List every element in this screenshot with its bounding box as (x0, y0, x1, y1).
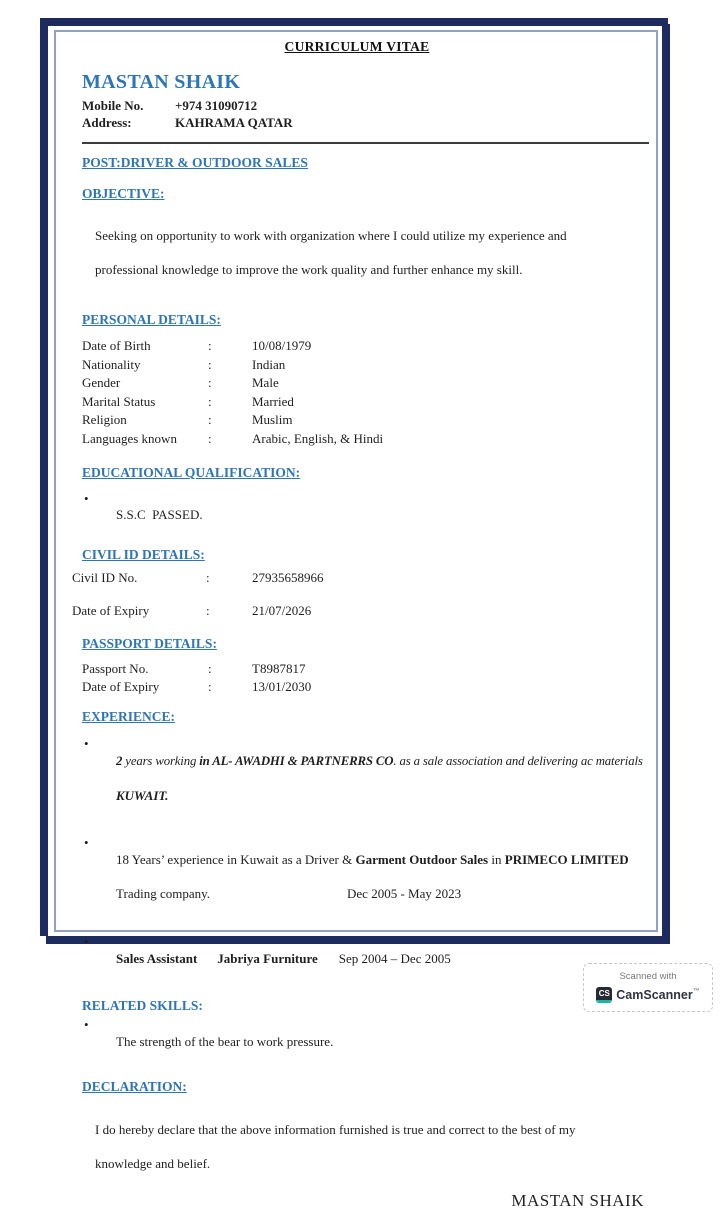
row-colon: : (208, 393, 212, 409)
objective-text (82, 210, 652, 295)
objective-line-2: professional knowledge to improve the work quality and further enhance my skill. (95, 262, 523, 277)
declaration-line-1: I do hereby declare that the above information furnished is true and correct to the best of my (95, 1122, 576, 1137)
exp1-years: 2 (116, 754, 123, 768)
row-colon: : (208, 412, 212, 427)
row-colon: : (208, 678, 212, 694)
address-value: KAHRAMA QATAR (175, 115, 293, 130)
exp1-company: in AL- AWADHI & PARTNERRS CO (199, 754, 394, 768)
education-heading: EDUCATIONAL QUALIFICATION: (82, 465, 301, 480)
table-row (72, 603, 652, 619)
candidate-name: MASTAN SHAIK (82, 71, 241, 93)
table-row (82, 393, 652, 412)
row-colon: : (208, 338, 212, 353)
row-value: 10/08/1979 (252, 338, 312, 353)
row-label: Religion (82, 412, 127, 427)
row-label: Date of Expiry (72, 603, 150, 618)
personal-details-heading: PERSONAL DETAILS: (82, 312, 221, 327)
experience-item-1-line-1 (116, 754, 643, 768)
row-label: Date of Birth (82, 338, 151, 353)
bullet-icon: • (84, 1017, 89, 1032)
skill-item-text: The strength of the bear to work pressure. (116, 1034, 334, 1049)
objective-heading: OBJECTIVE: (82, 186, 165, 201)
row-value: Married (252, 393, 294, 409)
scanned-with-label: Scanned with (619, 971, 677, 982)
row-value: Arabic, English, & Hindi (252, 430, 384, 446)
row-value: Indian (252, 356, 286, 372)
signature-name: MASTAN SHAIK (511, 1191, 644, 1210)
row-label: Gender (82, 375, 121, 390)
camscanner-brand-name (616, 988, 699, 1002)
table-row (82, 374, 652, 393)
education-item-text: S.S.C PASSED. (116, 507, 203, 522)
row-value: 21/07/2026 (252, 603, 312, 618)
row-value: Muslim (252, 412, 293, 427)
border-band-left (40, 18, 48, 936)
objective-line-1: Seeking on opportunity to work with organization where I could utilize my experience and (95, 228, 567, 243)
passport-table (82, 660, 652, 695)
exp3-role: Sales Assistant (116, 951, 198, 966)
row-label: Date of Expiry (82, 678, 160, 694)
passport-heading: PASSPORT DETAILS: (82, 636, 217, 651)
row-colon: : (208, 375, 212, 390)
related-skills-heading: RELATED SKILLS: (82, 998, 203, 1013)
exp2-company: PRIMECO LIMITED (504, 852, 629, 867)
experience-item-2 (82, 834, 652, 919)
table-row (82, 678, 652, 696)
exp2-seg1: 18 Years’ experience in Kuwait as a Driver & (116, 852, 356, 867)
header-divider (82, 142, 649, 144)
cv-document (62, 32, 652, 1211)
row-colon: : (206, 570, 210, 585)
experience-item-1 (82, 735, 652, 821)
document-title: CURRICULUM VITAE (284, 39, 430, 54)
row-value: T8987817 (252, 661, 306, 676)
row-value: 13/01/2030 (252, 678, 312, 694)
row-colon: : (208, 430, 212, 446)
exp1-location: KUWAIT. (116, 788, 169, 803)
declaration-line-2: knowledge and belief. (95, 1156, 211, 1171)
brand-text: CamScanner (616, 988, 693, 1002)
civil-id-heading: CIVIL ID DETAILS: (82, 547, 205, 562)
bullet-icon: • (84, 491, 89, 506)
row-label: Civil ID No. (72, 570, 138, 585)
mobile-value: +974 31090712 (175, 98, 258, 113)
row-value: Male (252, 375, 279, 390)
table-row (82, 337, 652, 356)
table-row (82, 411, 652, 430)
bullet-icon: • (84, 835, 89, 850)
exp2-dates: Dec 2005 - May 2023 (347, 886, 462, 901)
address-line (82, 115, 652, 131)
row-label: Marital Status (82, 393, 156, 409)
trademark-symbol: ™ (692, 988, 700, 995)
row-value: 27935658966 (252, 570, 324, 585)
civil-id-table (72, 570, 652, 619)
camscanner-badge (583, 963, 713, 1012)
row-label: Languages known (82, 430, 177, 446)
declaration-text (82, 1104, 652, 1189)
camscanner-brand-row (590, 987, 706, 1003)
exp1-seg1: years working (122, 754, 200, 768)
row-label: Passport No. (82, 661, 149, 676)
bullet-icon: • (84, 934, 89, 949)
post-heading: POST:DRIVER & OUTDOOR SALES (82, 155, 308, 170)
row-colon: : (208, 661, 212, 676)
exp2-seg3: in (488, 852, 505, 867)
experience-item-3 (82, 933, 652, 984)
address-label: Address: (82, 115, 132, 130)
border-band-top (40, 18, 668, 26)
experience-heading: EXPERIENCE: (82, 709, 176, 724)
table-row (82, 660, 652, 678)
camscanner-logo-icon: CS (596, 987, 612, 1003)
exp2-line2-text: Trading company. (116, 886, 211, 901)
personal-details-table (82, 337, 652, 448)
exp1-seg3: . as a sale association and delivering ac materials (393, 754, 643, 768)
row-colon: : (208, 356, 212, 372)
table-row (82, 356, 652, 375)
exp2-role: Garment Outdoor Sales (355, 852, 489, 867)
bullet-icon: • (84, 736, 89, 751)
declaration-heading: DECLARATION: (82, 1079, 187, 1094)
mobile-line (82, 98, 652, 114)
mobile-label: Mobile No. (82, 98, 144, 113)
education-item (82, 491, 652, 539)
table-row (72, 570, 652, 586)
border-band-right (662, 24, 670, 944)
table-row (82, 430, 652, 449)
row-colon: : (206, 603, 210, 618)
exp3-company: Jabriya Furniture (217, 951, 318, 966)
exp3-dates: Sep 2004 – Dec 2005 (338, 951, 451, 966)
row-label: Nationality (82, 356, 141, 372)
